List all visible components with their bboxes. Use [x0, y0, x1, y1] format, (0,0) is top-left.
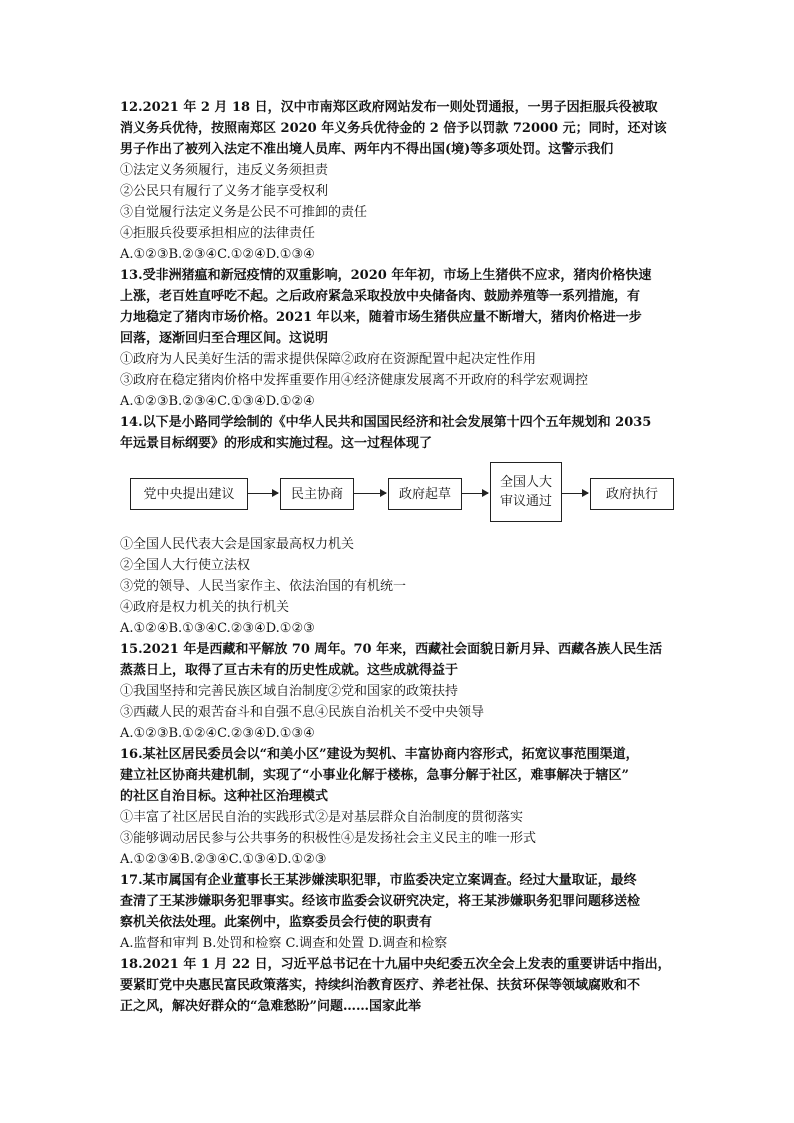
- flow-step-party-proposal: 党中央提出建议: [130, 478, 248, 510]
- q12-stem-line-2: 消义务兵优待，按照南郑区 2020 年义务兵优待金的 2 倍予以罚款 72000 元；同时，还对该: [120, 121, 667, 136]
- flow-arrow: [561, 493, 588, 494]
- q18-stem-line-2: 要紧盯党中央惠民富民政策落实，持续纠治教育医疗、养老社保、扶贫环保等领域腐败和不: [120, 978, 641, 993]
- q12-option-4: ④拒服兵役要承担相应的法律责任: [120, 226, 316, 241]
- flow-arrow: [353, 493, 386, 494]
- q16-option-line-2: ③能够调动居民参与公共事务的积极性④是发扬社会主义民主的唯一形式: [120, 831, 537, 846]
- q16-option-line-1: ①丰富了社区居民自治的实践形式②是对基层群众自治制度的贯彻落实: [120, 810, 524, 825]
- q14-stem-line-1: 14.以下是小路同学绘制的《中华人民共和国国民经济和社会发展第十四个五年规划和 2035: [120, 415, 652, 430]
- q15-stem-line-1: 15.2021 年是西藏和平解放 70 周年。70 年来，西藏社会面貌日新月异、西藏各族人民生活: [120, 642, 663, 657]
- flow-step-npc-approval: [490, 462, 562, 522]
- q13-stem-line-1: 13.受非洲猪瘟和新冠疫情的双重影响，2020 年年初，市场上生猪供不应求，猪肉价格快速: [120, 268, 652, 283]
- flow-arrow: [247, 493, 278, 494]
- q12-stem-line-3: 男子作出了被列入法定不准出境人员库、两年内不得出国(境)等多项处罚。这警示我们: [120, 142, 614, 157]
- q14-flow-diagram: [120, 460, 680, 530]
- q12-option-2: ②公民只有履行了义务才能享受权利: [120, 184, 329, 199]
- q13-option-line-2: ③政府在稳定猪肉价格中发挥重要作用④经济健康发展离不开政府的科学宏观调控: [120, 373, 589, 388]
- q17-stem-line-2: 查清了王某涉嫌职务犯罪事实。经该市监委会议研究决定，将王某涉嫌职务犯罪问题移送检: [120, 894, 641, 909]
- q12-answer-choices: A.①②③B.②③④C.①②④D.①③④: [120, 247, 315, 262]
- q13-option-line-1: ①政府为人民美好生活的需求提供保障②政府在资源配置中起决定性作用: [120, 352, 537, 367]
- q13-stem-line-2: 上涨，老百姓直呼吃不起。之后政府紧急采取投放中央储备肉、鼓励养殖等一系列措施，有: [120, 289, 641, 304]
- q16-stem-line-2: 建立社区协商共建机制，实现了“小事业化解于楼栋，急事分解于社区，难事解决于辖区”: [120, 768, 629, 783]
- flow-step-government-drafting: 政府起草: [388, 478, 462, 510]
- q14-stem-line-2: 年远景目标纲要》的形成和实施过程。这一过程体现了: [120, 436, 433, 451]
- q13-answer-choices: A.①②③B.②③④C.①③④D.①②④: [120, 394, 315, 409]
- q14-answer-choices: A.①②④B.①③④C.②③④D.①②③: [120, 621, 315, 636]
- q14-option-3: ③党的领导、人民当家作主、依法治国的有机统一: [120, 579, 407, 594]
- flow-arrow: [461, 493, 488, 494]
- q16-stem-line-1: 16.某社区居民委员会以“和美小区”建设为契机、丰富协商内容形式，拓宽议事范围渠道，: [120, 747, 639, 762]
- q16-answer-choices: A.①②③④B.②③④C.①③④D.①②③: [120, 852, 327, 867]
- q13-stem-line-4: 回落，逐渐回归至合理区间。这说明: [120, 331, 329, 346]
- q16-stem-line-3: 的社区自治目标。这种社区治理模式: [120, 789, 329, 804]
- q14-option-2: ②全国人大行使立法权: [120, 558, 251, 573]
- q15-option-line-1: ①我国坚持和完善民族区域自治制度②党和国家的政策扶持: [120, 684, 459, 699]
- q17-answer-choices: A.监督和审判 B.处罚和检察 C.调查和处置 D.调查和检察: [120, 936, 448, 951]
- q18-stem-line-1: 18.2021 年 1 月 22 日，习近平总书记在十九届中央纪委五次全会上发表的重要讲话中指出，: [120, 957, 671, 972]
- q12-stem-line-1: 12.2021 年 2 月 18 日，汉中市南郑区政府网站发布一则处罚通报，一男子因拒服兵役被取: [120, 100, 658, 115]
- q14-option-4: ④政府是权力机关的执行机关: [120, 600, 290, 615]
- q14-option-1: ①全国人民代表大会是国家最高权力机关: [120, 537, 355, 552]
- q17-stem-line-3: 察机关依法处理。此案例中，监察委员会行使的职责有: [120, 915, 433, 930]
- q15-stem-line-2: 蒸蒸日上，取得了亘古未有的历史性成就。这些成就得益于: [120, 663, 459, 678]
- q15-answer-choices: A.①②③B.①②④C.②③④D.①③④: [120, 726, 315, 741]
- q13-stem-line-3: 力地稳定了猪肉市场价格。2021 年以来，随着市场生猪供应量不断增大，猪肉价格进一步: [120, 310, 642, 325]
- q12-option-3: ③自觉履行法定义务是公民不可推卸的责任: [120, 205, 368, 220]
- q17-stem-line-1: 17.某市属国有企业董事长王某涉嫌渎职犯罪，市监委决定立案调查。经过大量取证，最终: [120, 873, 637, 888]
- q18-stem-line-3: 正之风，解决好群众的“急难愁盼”问题……国家此举: [120, 999, 421, 1014]
- flow-step-government-execution: 政府执行: [590, 478, 674, 510]
- flow-step-democratic-consultation: 民主协商: [280, 478, 354, 510]
- flow-step-npc-line-2: 审议通过: [499, 494, 552, 509]
- q12-option-1: ①法定义务须履行，违反义务须担责: [120, 163, 329, 178]
- q15-option-line-2: ③西藏人民的艰苦奋斗和自强不息④民族自治机关不受中央领导: [120, 705, 485, 720]
- flow-step-npc-line-1: 全国人大: [499, 475, 552, 490]
